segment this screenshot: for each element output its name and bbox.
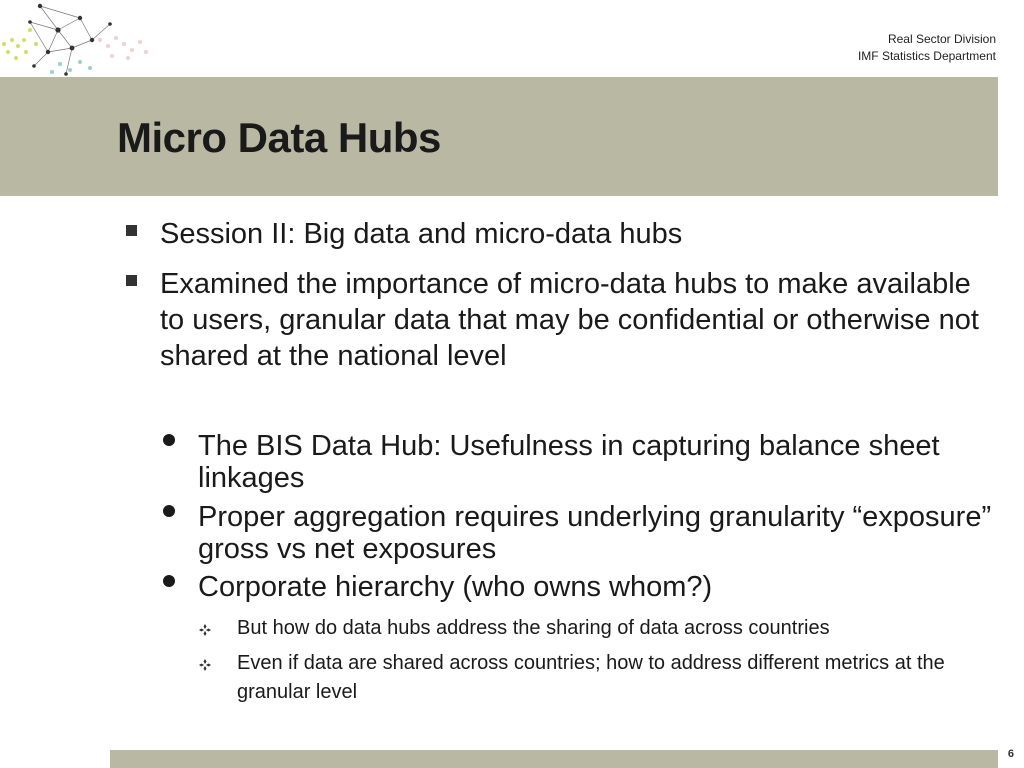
diamond-bullet-icon	[199, 659, 211, 671]
square-bullet-icon	[126, 225, 137, 236]
department-label: IMF Statistics Department	[857, 49, 996, 63]
round-bullet-icon	[163, 575, 175, 587]
bullet-item: Examined the importance of micro-data hubs to make available to users, granular data that may be confidential or otherwise not shared at the national level	[160, 268, 979, 372]
sub-bullet-item: Proper aggregation requires underlying granularity “exposure” gross vs net exposures	[198, 501, 992, 565]
division-label: Real Sector Division	[887, 32, 996, 46]
sub-sub-bullet-item: Even if data are shared across countries; how to address different metrics at the granular level	[237, 652, 945, 703]
slide-title: Micro Data Hubs	[117, 114, 441, 161]
sub-bullet-item: The BIS Data Hub: Usefulness in capturing balance sheet linkages	[198, 430, 940, 494]
bullet-item: Session II: Big data and micro-data hubs	[160, 218, 683, 250]
sub-sub-bullet-item: But how do data hubs address the sharing of data across countries	[237, 617, 830, 639]
page-number: 6	[1007, 748, 1014, 760]
round-bullet-icon	[163, 505, 175, 517]
square-bullet-icon	[126, 275, 137, 286]
round-bullet-icon	[163, 434, 175, 446]
footer-band	[110, 750, 998, 768]
diamond-bullet-icon	[199, 624, 211, 636]
sub-bullet-item: Corporate hierarchy (who owns whom?)	[198, 571, 713, 603]
